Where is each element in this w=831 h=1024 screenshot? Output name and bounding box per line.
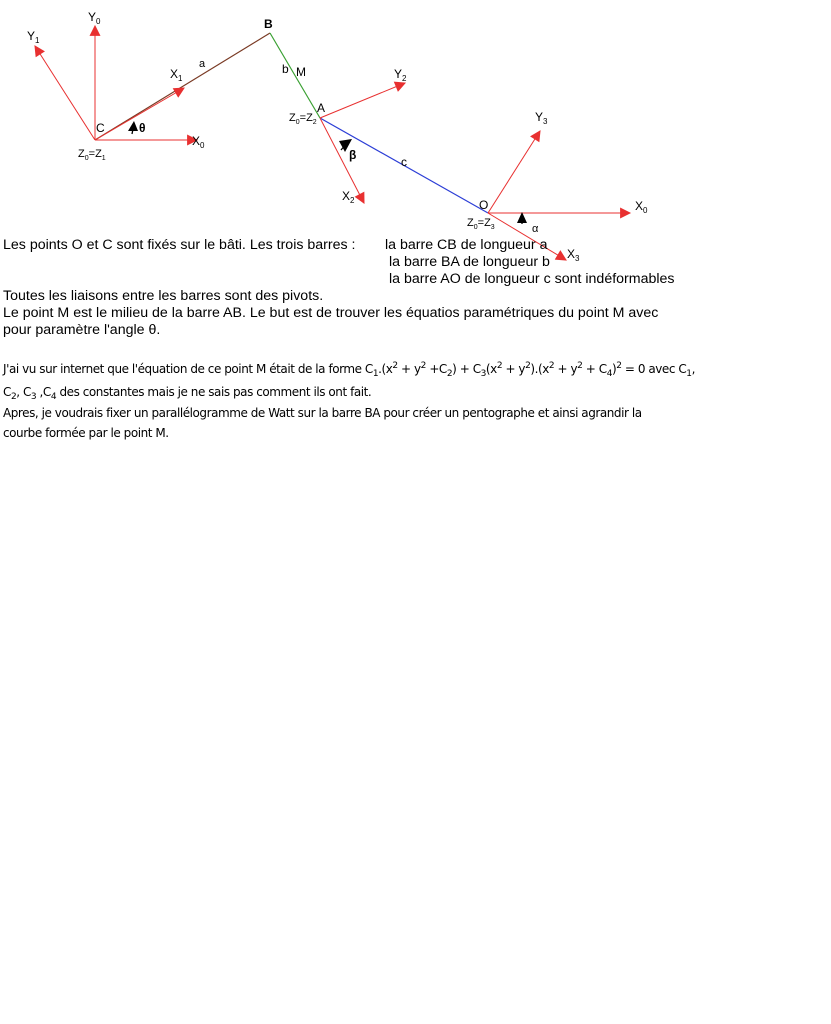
label-alpha: α [532, 223, 539, 235]
label-Z0-Z3: $Z_0=Z_3$ [467, 217, 495, 231]
text-line-6: pour paramètre l'angle θ. [3, 322, 161, 338]
text-line-watt-1: Apres, je voudrais fixer un parallélogramme de Watt sur la barre BA pour créer un pentographe et ainsi agrandir la [3, 406, 642, 420]
label-Y2: $Y_2$ [394, 67, 407, 83]
label-A: A [317, 101, 326, 115]
angle-alpha-arrow [517, 212, 527, 224]
label-Y1: $Y_1$ [27, 29, 40, 45]
equation-line-1: J'ai vu sur internet que l'équation de ce point M était de la forme $C_1.(x^2 + y^2 +C_2) + C_3(x^2 + y^2).(x^2 + y^2 + C_4)^2 = 0$ avec $C_1$, [3, 361, 695, 379]
equation-line-2: $C_2$, $C_3$ $,C_4$ des constantes mais je ne sais pas comment ils ont fait. [3, 385, 372, 402]
label-theta: θ [139, 121, 146, 135]
text-line-1a: Les points O et C sont fixés sur le bâti. Les trois barres : [3, 237, 356, 253]
label-B: B [264, 17, 273, 31]
label-Z0-Z2: $Z_0=Z_2$ [289, 112, 317, 126]
label-X0-left: $X_0$ [192, 134, 205, 150]
label-Y3: $Y_3$ [535, 110, 548, 126]
label-M: M [296, 65, 306, 79]
angle-theta-arrow [128, 121, 138, 134]
bar-BA [270, 33, 320, 118]
label-Y0: $Y_0$ [88, 10, 101, 26]
label-O: O [479, 198, 489, 212]
bar-CB [95, 33, 270, 140]
label-X3: $X_3$ [567, 247, 580, 263]
text-line-2: la barre BA de longueur b [389, 254, 550, 270]
label-C: C [96, 121, 105, 135]
label-Z0-Z1: $Z_0=Z_1$ [78, 148, 106, 162]
label-bar-a: a [199, 58, 206, 70]
label-X0-right: $X_0$ [635, 199, 648, 215]
frame-A-axes [320, 83, 405, 203]
text-line-1b: la barre CB de longueur a [385, 237, 548, 253]
label-X1: $X_1$ [170, 67, 183, 83]
frame-C-axes [35, 26, 197, 140]
label-X2: $X_2$ [342, 189, 355, 205]
text-line-5: Le point M est le milieu de la barre AB. Le but est de trouver les équatios paramétriques du point M avec [3, 305, 659, 321]
label-beta: β [349, 148, 357, 162]
label-bar-b: b [282, 62, 289, 76]
text-line-4: Toutes les liaisons entre les barres sont des pivots. [3, 288, 324, 304]
label-bar-c: c [401, 155, 407, 169]
text-line-watt-2: courbe formée par le point M. [3, 426, 169, 440]
text-line-3: la barre AO de longueur c sont indéformables [389, 271, 675, 287]
